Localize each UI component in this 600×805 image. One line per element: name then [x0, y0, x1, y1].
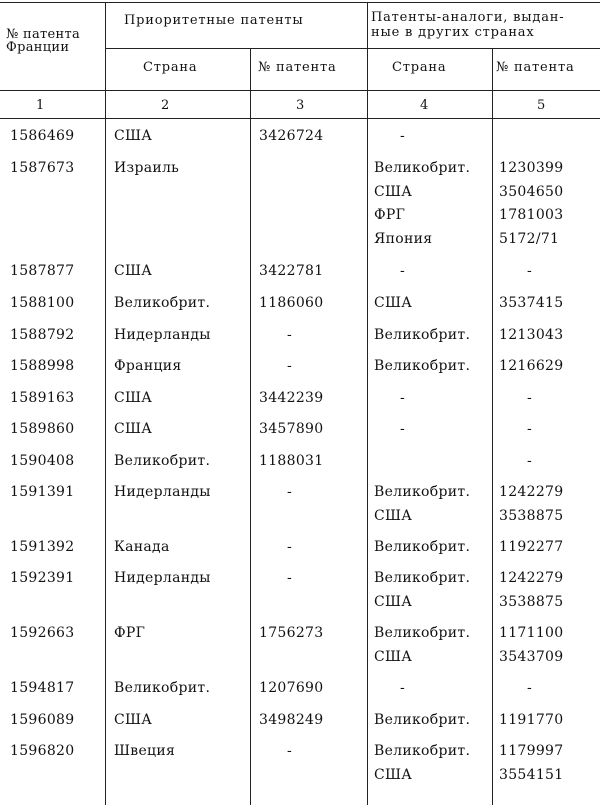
french-patent-number: 1592391 [10, 570, 75, 586]
priority-patent-number: 1756273 [259, 625, 324, 641]
priority-patent-number: - [287, 327, 293, 343]
analog-patent-number: 1192277 [499, 539, 564, 555]
header-analogs-line1: Патенты-аналоги, выдан- [371, 10, 565, 25]
analog-patent-number: - [527, 263, 533, 279]
analog-patent-number: 1230399 [499, 160, 564, 176]
priority-patent-number: - [287, 539, 293, 555]
group-header-rule [105, 48, 600, 49]
priority-country: Нидерланды [114, 570, 211, 586]
french-patent-number: 1591391 [10, 484, 75, 500]
header-sub-country-1: Страна [143, 60, 198, 75]
priority-country: США [114, 421, 153, 437]
analog-country: Великобрит. [374, 743, 471, 759]
analog-country: США [374, 183, 413, 200]
french-patent-number: 1591392 [10, 539, 75, 555]
french-patent-number: 1590408 [10, 453, 75, 469]
analog-patent-number: 1216629 [499, 358, 564, 374]
header-priority-group: Приоритетные патенты [124, 13, 304, 28]
priority-country: ФРГ [114, 625, 146, 641]
priority-patent-number: - [287, 484, 293, 500]
analog-country: Великобрит. [374, 484, 471, 500]
analog-country: - [400, 680, 406, 696]
priority-patent-number: 3422781 [259, 263, 324, 279]
analog-country: - [400, 263, 406, 279]
priority-country: Великобрит. [114, 295, 211, 311]
col-number-1: 1 [36, 98, 45, 113]
french-patent-number: 1587877 [10, 263, 75, 279]
col-number-3: 3 [296, 98, 305, 113]
col-number-5: 5 [537, 98, 546, 113]
french-patent-number: 1588998 [10, 358, 75, 374]
analog-country: - [400, 128, 406, 144]
analog-patent-number: - [527, 390, 533, 406]
analog-patent-number: 1171100 [499, 625, 564, 641]
analog-patent-number: - [527, 421, 533, 437]
french-patent-number: 1588792 [10, 327, 75, 343]
priority-patent-number: 3442239 [259, 390, 324, 406]
analog-patent-number: - [527, 680, 533, 696]
priority-country: США [114, 128, 153, 144]
french-patent-number: 1594817 [10, 680, 75, 696]
priority-country: США [114, 712, 153, 728]
analog-country: США [374, 295, 413, 311]
analog-country: ФРГ [374, 207, 406, 223]
priority-country: Нидерланды [114, 484, 211, 500]
priority-patent-number: - [287, 358, 293, 374]
priority-patent-number: 3498249 [259, 712, 324, 728]
priority-patent-number: 1207690 [259, 680, 324, 696]
priority-patent-number: - [287, 743, 293, 759]
col-divider-1 [105, 2, 106, 805]
analog-country: Великобрит. [374, 570, 471, 586]
analog-country: Великобрит. [374, 358, 471, 374]
french-patent-number: 1588100 [10, 295, 75, 311]
priority-patent-number: - [287, 570, 293, 586]
priority-country: Израиль [114, 160, 180, 176]
analog-country: Великобрит. [374, 625, 471, 641]
analog-patent-number: 1242279 [499, 570, 564, 586]
priority-patent-number: 3426724 [259, 128, 324, 144]
analog-patent-number: - [527, 453, 533, 469]
french-patent-number: 1586469 [10, 128, 75, 144]
col-divider-2 [250, 48, 251, 805]
french-patent-number: 1596820 [10, 743, 75, 759]
top-rule [0, 2, 600, 3]
french-patent-number: 1596089 [10, 712, 75, 728]
priority-patent-number: 3457890 [259, 421, 324, 437]
analog-patent-number: 3504650 [499, 183, 564, 200]
analog-patent-number: 3537415 [499, 295, 564, 311]
priority-patent-number: 1188031 [259, 453, 324, 469]
analog-patent-number: 3543709 [499, 648, 564, 665]
analog-patent-number: 1179997 [499, 743, 564, 759]
priority-country: Канада [114, 539, 170, 555]
priority-country: США [114, 263, 153, 279]
french-patent-number: 1589860 [10, 421, 75, 437]
analog-country: - [400, 390, 406, 406]
priority-patent-number: 1186060 [259, 295, 324, 311]
analog-country: Великобрит. [374, 539, 471, 555]
col-number-4: 4 [420, 98, 429, 113]
col-divider-4 [492, 48, 493, 805]
header-sub-patent-2: № патента [496, 60, 575, 75]
header-sub-country-2: Страна [392, 60, 447, 75]
analog-patent-number: 1781003 [499, 207, 564, 223]
col-number-rule [0, 118, 600, 119]
analog-patent-number: 1242279 [499, 484, 564, 500]
analog-country: Великобрит. [374, 327, 471, 343]
header-sub-patent-1: № патента [258, 60, 337, 75]
col-number-2: 2 [161, 98, 170, 113]
analog-country: США [374, 766, 413, 783]
analog-country: США [374, 593, 413, 610]
header-analogs-line2: ные в других странах [371, 25, 535, 40]
analog-patent-number: 5172/71 [499, 230, 560, 247]
french-patent-number: 1587673 [10, 160, 75, 176]
french-patent-number: 1592663 [10, 625, 75, 641]
analog-country: - [400, 421, 406, 437]
french-patent-number: 1589163 [10, 390, 75, 406]
header-col1-line1: № патента [6, 27, 81, 42]
priority-country: Франция [114, 358, 182, 374]
header-col1-line2: Франции [6, 40, 70, 55]
priority-country: Швеция [114, 743, 176, 759]
analog-country: США [374, 507, 413, 524]
priority-country: Великобрит. [114, 680, 211, 696]
analog-patent-number: 1191770 [499, 712, 564, 728]
priority-country: США [114, 390, 153, 406]
col-divider-3 [367, 2, 368, 805]
analog-patent-number: 1213043 [499, 327, 564, 343]
analog-country: США [374, 648, 413, 665]
analog-country: Япония [374, 230, 433, 247]
analog-patent-number: 3538875 [499, 507, 564, 524]
analog-country: Великобрит. [374, 712, 471, 728]
analog-patent-number: 3554151 [499, 766, 564, 783]
priority-country: Великобрит. [114, 453, 211, 469]
analog-patent-number: 3538875 [499, 593, 564, 610]
priority-country: Нидерланды [114, 327, 211, 343]
analog-country: Великобрит. [374, 160, 471, 176]
header-bottom-rule [0, 90, 600, 91]
